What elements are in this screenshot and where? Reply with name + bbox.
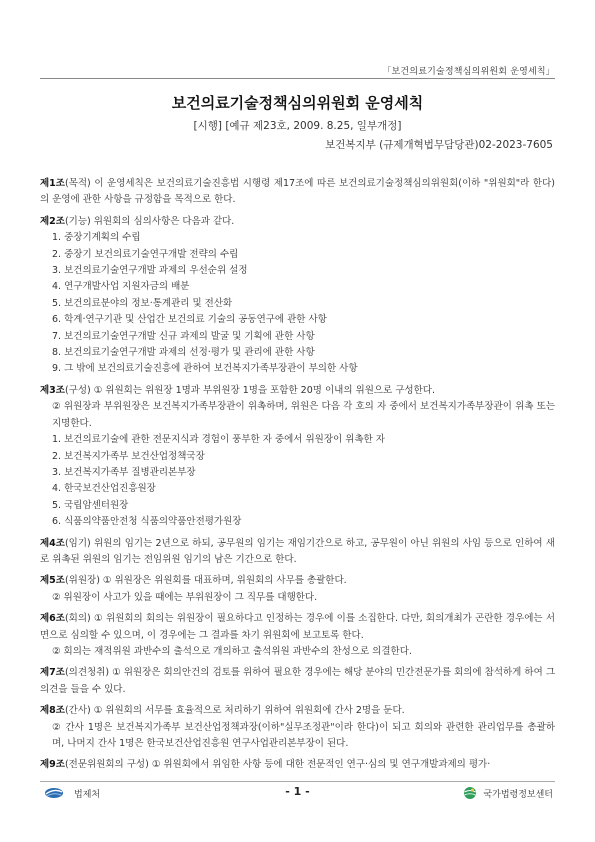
article-label: 제6조 xyxy=(40,613,65,625)
law-center-globe-icon xyxy=(463,786,477,800)
article-text: (의견청취) ① 위원장은 회의안건의 검토를 위하여 필요한 경우에는 해당 분야의 민간전문가를 회의에 참석하게 하여 그 의견을 들을 수 있다. xyxy=(40,667,555,695)
article-list-item: 2. 보건복지가족부 보건산업정책국장 xyxy=(52,450,205,462)
article-text: ② 위원장과 부위원장은 보건복지가족부장관이 위촉하며, 위원은 다음 각 호의 자 중에서 보건복지가족부장관이 위촉 또는 지명한다. xyxy=(52,401,555,429)
article-text: (전문위원회의 구성) ① 위원회에서 위임한 사항 등에 대한 전문적인 연구·심의 및 연구개발과제의 평가· xyxy=(64,759,491,771)
article-paragraph xyxy=(40,536,555,569)
article-list-item: 6. 학계·연구기관 및 산업간 보건의료 기술의 공동연구에 관한 사항 xyxy=(52,314,327,326)
article-label: 제5조 xyxy=(40,575,65,587)
article-text: (간사) ① 위원회의 서무를 효율적으로 처리하기 위하여 위원회에 간사 2명을 둔다. xyxy=(64,705,405,717)
article-list-item: 8. 보건의료기술연구개발 과제의 선정·평가 및 관리에 관한 사항 xyxy=(52,347,315,359)
article-list-item: 1. 보건의료기술에 관한 전문지식과 경험이 풍부한 자 중에서 위원장이 위촉한 자 xyxy=(52,434,385,446)
article-paragraph xyxy=(40,399,555,432)
article-text: (기능) 위원회의 심의사항은 다음과 같다. xyxy=(64,215,235,227)
article-text: ② 회의는 재적위원 과반수의 출석으로 개의하고 출석위원 과반수의 찬성으로 의결한다. xyxy=(52,645,412,657)
article-label: 제1조 xyxy=(40,178,65,189)
article-list-item: 6. 식품의약품안전청 식품의약품안전평가원장 xyxy=(52,516,242,528)
footer-right xyxy=(463,786,553,800)
article-label: 제3조 xyxy=(40,384,65,396)
document-title: 보건의료기술정책심의위원회 운영세칙 xyxy=(171,94,424,112)
article-paragraph xyxy=(40,665,555,698)
running-header: 「보건의료기술정책심의위원회 운영세칙」 xyxy=(382,67,555,77)
footer-rule xyxy=(40,781,555,782)
article-paragraph xyxy=(40,383,555,399)
article-list-item: 5. 국립암센터원장 xyxy=(52,499,129,511)
page-number: - 1 - xyxy=(285,785,310,798)
article-label: 제4조 xyxy=(40,537,65,549)
article-label: 제7조 xyxy=(40,667,65,679)
article-label: 제2조 xyxy=(40,215,65,227)
article-paragraph xyxy=(40,720,555,753)
article-list-item: 7. 보건의료기술연구개발 신규 과제의 발굴 및 기획에 관한 사항 xyxy=(52,330,315,342)
article-list-item: 9. 그 밖에 보건의료기술진흥에 관하여 보건복지가족부장관이 부의한 사항 xyxy=(52,363,358,375)
article-paragraph xyxy=(40,611,555,644)
article-paragraph xyxy=(40,214,555,230)
article-paragraph xyxy=(40,573,555,589)
article-paragraph xyxy=(40,590,555,606)
article-text: ② 위원장이 사고가 있을 때에는 부위원장이 그 직무를 대행한다. xyxy=(52,591,318,603)
article-label: 제9조 xyxy=(40,759,65,771)
article-list-item: 3. 보건복지가족부 질병관리본부장 xyxy=(52,466,196,478)
article-paragraph xyxy=(40,644,555,660)
article-list-item: 3. 보건의료기술연구개발 과제의 우선순위 설정 xyxy=(52,265,248,277)
article-paragraph xyxy=(40,757,555,773)
footer-left-text: 법제처 xyxy=(74,789,101,800)
article-paragraph xyxy=(40,703,555,719)
article-list-item: 4. 한국보건산업진흥원장 xyxy=(52,483,156,495)
header-rule xyxy=(40,78,555,79)
article-text: (회의) ① 위원회의 회의는 위원장이 필요하다고 인정하는 경우에 이를 소집한다. 다만, 회의개최가 곤란한 경우에는 서면으로 심의할 수 있으며, 이 경우에는 그 결과를 차기 위원회에 보고토록 한다. xyxy=(40,613,555,641)
articles-body xyxy=(40,176,555,774)
department-contact: 보건복지부 (규제개혁법무담당관)02-2023-7605 xyxy=(325,139,553,151)
article-list-item: 1. 중장기계획의 수립 xyxy=(52,232,141,244)
article-list-item: 5. 보건의료분야의 정보·통계관리 및 전산화 xyxy=(52,297,233,309)
article-label: 제8조 xyxy=(40,705,65,717)
article-text: (임기) 위원의 임기는 2년으로 하되, 공무원의 임기는 재임기간으로 하고, 공무원이 아닌 위원의 사임 등으로 인하여 새로 위촉된 위원의 임기는 전임위원 임기의 남은 기간으로 한다. xyxy=(40,537,555,565)
article-paragraph xyxy=(40,176,555,209)
article-list-item: 2. 중장기 보건의료기술연구개발 전략의 수립 xyxy=(52,248,239,260)
article-text: (목적) 이 운영세칙은 보건의료기술진흥법 시행령 제17조에 따른 보건의료기술정책심의위원회(이하 "위원회"라 한다)의 운영에 관한 사항을 규정함을 목적으로 한다. xyxy=(40,178,555,206)
article-text: (구성) ① 위원회는 위원장 1명과 부위원장 1명을 포함한 20명 이내의 위원으로 구성한다. xyxy=(64,384,435,396)
article-text: (위원장) ① 위원장은 위원회를 대표하며, 위원회의 사무를 총괄한다. xyxy=(64,575,347,587)
article-text: ② 간사 1명은 보건복지가족부 보건산업정책과장(이하"실무조정관"이라 한다)이 되고 회의와 관련한 관리업무를 총괄하며, 나머지 간사 1명은 한국보건산업진흥원 연구사업관리본부장이 된다. xyxy=(52,721,555,749)
footer-right-text: 국가법령정보센터 xyxy=(483,789,553,800)
article-list-item: 4. 연구개발사업 지원자금의 배분 xyxy=(52,281,190,293)
revision-info: [시행] [예규 제23호, 2009. 8.25, 일부개정] xyxy=(193,120,402,132)
